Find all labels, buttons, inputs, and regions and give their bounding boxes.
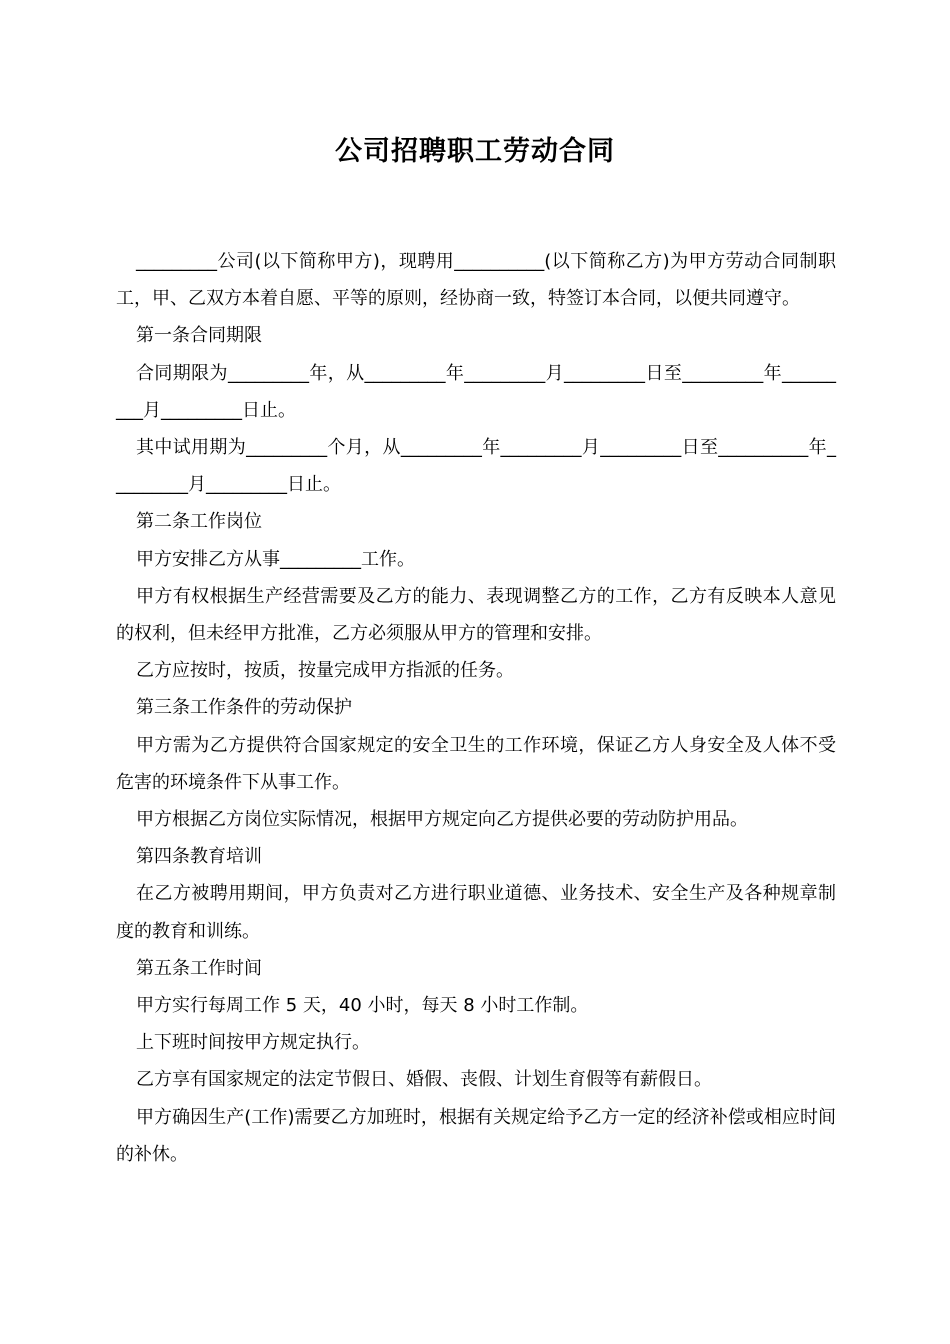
document-body <box>116 243 836 1173</box>
article-3-heading: 第三条工作条件的劳动保护 <box>136 697 352 719</box>
paragraph-training: 在乙方被聘用期间，甲方负责对乙方进行职业道德、业务技术、安全生产及各种规章制度的教育和训练。 <box>116 883 836 942</box>
article-2-heading: 第二条工作岗位 <box>136 511 262 533</box>
paragraph-intro: _________公司(以下简称甲方)，现聘用__________(以下简称乙方)为甲方劳动合同制职工，甲、乙双方本着自愿、平等的原则，经协商一致，特签订本合同，以便共同遵守。 <box>116 251 836 310</box>
paragraph-job-assignment: 甲方安排乙方从事_________工作。 <box>136 548 415 570</box>
paragraph-protective-equipment: 甲方根据乙方岗位实际情况，根据甲方规定向乙方提供必要的劳动防护用品。 <box>136 809 748 831</box>
article-4-heading: 第四条教育培训 <box>136 846 262 868</box>
document-title: 公司招聘职工劳动合同 <box>335 136 615 167</box>
paragraph-office-hours: 上下班时间按甲方规定执行。 <box>136 1032 370 1054</box>
paragraph-contract-term: 合同期限为_________年，从_________年_________月_________日至_________年_________月_________日止。 <box>116 362 836 421</box>
paragraph-job-adjustment: 甲方有权根据生产经营需要及乙方的能力、表现调整乙方的工作，乙方有反映本人意见的权利，但未经甲方批准，乙方必须服从甲方的管理和安排。 <box>116 585 836 645</box>
paragraph-work-week: 甲方实行每周工作 5 天，40 小时，每天 8 小时工作制。 <box>136 995 589 1017</box>
paragraph-probation-period: 其中试用期为_________个月，从_________年_________月_________日至__________年_________月_________日止。 <box>116 437 836 496</box>
paragraph-paid-holidays: 乙方享有国家规定的法定节假日、婚假、丧假、计划生育假等有薪假日。 <box>136 1069 712 1091</box>
paragraph-work-environment: 甲方需为乙方提供符合国家规定的安全卫生的工作环境，保证乙方人身安全及人体不受危害的环境条件下从事工作。 <box>116 734 836 793</box>
paragraph-overtime: 甲方确因生产(工作)需要乙方加班时，根据有关规定给予乙方一定的经济补偿或相应时间的补休。 <box>116 1106 836 1165</box>
paragraph-task-completion: 乙方应按时，按质，按量完成甲方指派的任务。 <box>136 660 514 682</box>
article-1-heading: 第一条合同期限 <box>136 325 262 347</box>
article-5-heading: 第五条工作时间 <box>136 957 262 979</box>
